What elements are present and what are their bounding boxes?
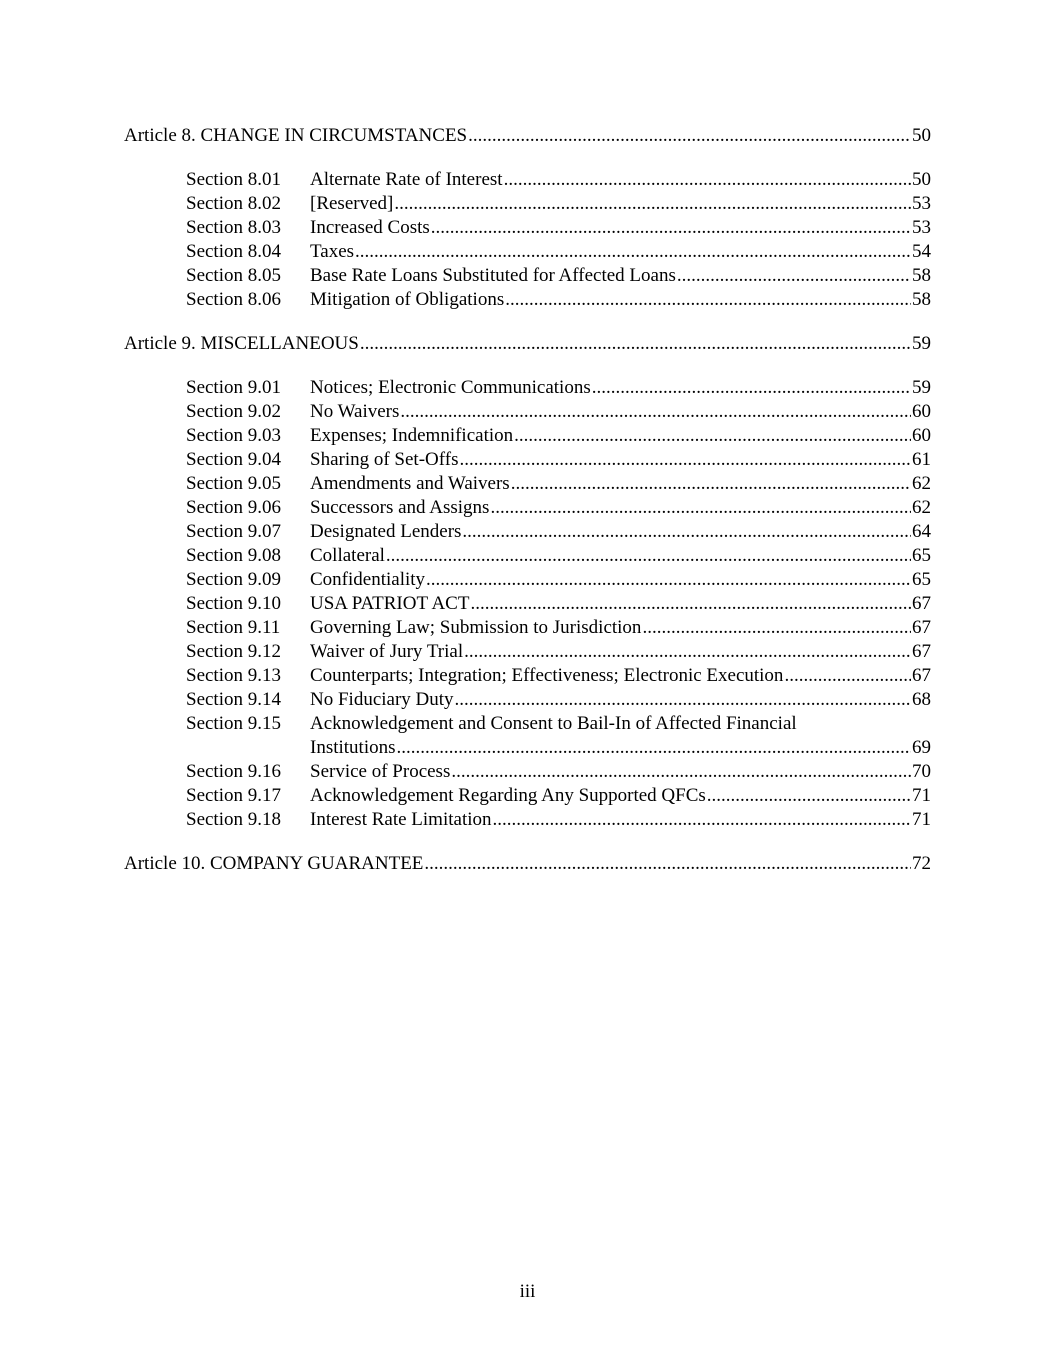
section-number: Section 8.05 [186,265,281,286]
toc-entry-section-9-14[interactable] [124,688,931,712]
section-number: Section 9.10 [186,593,281,614]
section-number: Section 9.01 [186,377,281,398]
section-number: Section 9.02 [186,401,281,422]
section-number: Section 9.04 [186,449,281,470]
section-title-line-1: Acknowledgement and Consent to Bail-In of Affected Financial [310,713,797,734]
page-ref: 64 [912,521,931,542]
wrapped-entry-first-line [124,712,931,736]
dot-leader [431,216,911,240]
section-number: Section 9.08 [186,545,281,566]
toc-entry-section-9-08[interactable] [124,544,931,568]
page-ref: 60 [912,425,931,446]
wrapped-entry-second-line [124,736,931,760]
section-title: Service of Process [310,761,451,782]
section-number: Section 8.04 [186,241,281,262]
section-title: [Reserved] [310,193,394,214]
article-9-sections [124,376,931,832]
toc-entry-article-8[interactable] [124,124,931,148]
page-ref: 67 [912,617,931,638]
dot-leader [642,616,911,640]
section-number: Section 9.16 [186,761,281,782]
page-ref: 62 [912,497,931,518]
page-ref: 71 [912,785,931,806]
toc-entry-section-9-12[interactable] [124,640,931,664]
section-title: Base Rate Loans Substituted for Affected Loans [310,265,676,286]
section-number: Section 9.13 [186,665,281,686]
dot-leader [490,496,911,520]
section-title: Counterparts; Integration; Effectiveness; Electronic Execution [310,665,784,686]
toc-entry-section-8-04[interactable] [124,240,931,264]
section-title: USA PATRIOT ACT [310,593,470,614]
toc-entry-section-9-05[interactable] [124,472,931,496]
page-ref: 65 [912,569,931,590]
toc-entry-section-9-04[interactable] [124,448,931,472]
dot-leader [426,568,911,592]
section-title: Designated Lenders [310,521,462,542]
dot-leader [355,240,911,264]
section-number: Section 9.07 [186,521,281,542]
toc-entry-section-9-17[interactable] [124,784,931,808]
section-number: Section 8.06 [186,289,281,310]
section-number: Section 9.15 [186,713,281,734]
section-number: Section 8.03 [186,217,281,238]
page-ref: 71 [912,809,931,830]
dot-leader [470,592,911,616]
page-ref: 59 [912,377,931,398]
article-title: Article 8. CHANGE IN CIRCUMSTANCES [124,125,468,146]
page-ref: 67 [912,593,931,614]
toc-entry-section-9-11[interactable] [124,616,931,640]
article-title: Article 9. MISCELLANEOUS [124,333,359,354]
toc-entry-section-9-16[interactable] [124,760,931,784]
dot-leader [592,376,911,400]
section-title-line-2: Institutions [310,737,396,758]
dot-leader [360,332,911,356]
toc-entry-article-10[interactable] [124,852,931,876]
section-number: Section 9.14 [186,689,281,710]
toc-article-10 [124,852,931,876]
page-number: iii [519,1281,536,1302]
toc-entry-section-9-09[interactable] [124,568,931,592]
toc-entry-section-8-03[interactable] [124,216,931,240]
page-ref: 53 [912,217,931,238]
section-title: Acknowledgement Regarding Any Supported QFCs [310,785,706,806]
dot-leader [394,192,911,216]
section-number: Section 9.11 [186,617,281,638]
dot-leader [707,784,911,808]
page-ref: 68 [912,689,931,710]
section-number: Section 9.17 [186,785,281,806]
page-ref: 59 [912,333,931,354]
section-title: Notices; Electronic Communications [310,377,591,398]
dot-leader [464,640,911,664]
section-title: Governing Law; Submission to Jurisdiction [310,617,642,638]
toc-entry-section-9-15[interactable] [124,712,931,760]
page-ref: 58 [912,265,931,286]
dot-leader [511,472,911,496]
section-number: Section 8.02 [186,193,281,214]
page-ref: 50 [912,125,931,146]
section-title: Confidentiality [310,569,426,590]
section-title: No Fiduciary Duty [310,689,454,710]
section-title: Mitigation of Obligations [310,289,505,310]
page-ref: 60 [912,401,931,422]
dot-leader [459,448,911,472]
toc-entry-section-9-10[interactable] [124,592,931,616]
dot-leader [455,688,911,712]
table-of-contents [124,124,931,876]
section-number: Section 9.03 [186,425,281,446]
toc-entry-section-9-03[interactable] [124,424,931,448]
article-title: Article 10. COMPANY GUARANTEE [124,853,424,874]
dot-leader [424,852,911,876]
section-title: Waiver of Jury Trial [310,641,464,662]
section-title: Successors and Assigns [310,497,490,518]
page-ref: 54 [912,241,931,262]
toc-entry-section-8-05[interactable] [124,264,931,288]
dot-leader [677,264,911,288]
page-ref: 69 [912,737,931,758]
article-8-sections [124,168,931,312]
page-ref: 62 [912,473,931,494]
section-number: Section 9.05 [186,473,281,494]
page-ref: 50 [912,169,931,190]
dot-leader [386,544,911,568]
section-title: Sharing of Set-Offs [310,449,459,470]
page-ref: 58 [912,289,931,310]
section-title: Alternate Rate of Interest [310,169,503,190]
page-ref: 53 [912,193,931,214]
toc-entry-section-9-02[interactable] [124,400,931,424]
dot-leader [514,424,911,448]
toc-entry-section-9-07[interactable] [124,520,931,544]
section-title: Expenses; Indemnification [310,425,514,446]
toc-entry-section-9-13[interactable] [124,664,931,688]
page-ref: 61 [912,449,931,470]
section-number: Section 9.12 [186,641,281,662]
section-title: Interest Rate Limitation [310,809,492,830]
dot-leader [468,124,911,148]
toc-entry-section-9-01[interactable] [124,376,931,400]
section-title: Taxes [310,241,355,262]
dot-leader [462,520,911,544]
section-number: Section 9.09 [186,569,281,590]
toc-entry-section-9-18[interactable] [124,808,931,832]
toc-entry-section-8-02[interactable] [124,192,931,216]
dot-leader [784,664,911,688]
toc-entry-section-8-01[interactable] [124,168,931,192]
dot-leader [504,168,911,192]
toc-entry-section-8-06[interactable] [124,288,931,312]
toc-article-9 [124,332,931,832]
section-title: Amendments and Waivers [310,473,510,494]
dot-leader [451,760,911,784]
page-ref: 67 [912,641,931,662]
toc-article-8 [124,124,931,312]
toc-entry-section-9-06[interactable] [124,496,931,520]
section-number: Section 9.06 [186,497,281,518]
dot-leader [397,736,911,760]
dot-leader [400,400,911,424]
dot-leader [493,808,911,832]
page-ref: 72 [912,853,931,874]
dot-leader [505,288,911,312]
section-title: Collateral [310,545,385,566]
section-title: Increased Costs [310,217,430,238]
section-title: No Waivers [310,401,400,422]
page-ref: 70 [912,761,931,782]
page-ref: 65 [912,545,931,566]
section-number: Section 8.01 [186,169,281,190]
toc-entry-article-9[interactable] [124,332,931,356]
section-number: Section 9.18 [186,809,281,830]
page-ref: 67 [912,665,931,686]
